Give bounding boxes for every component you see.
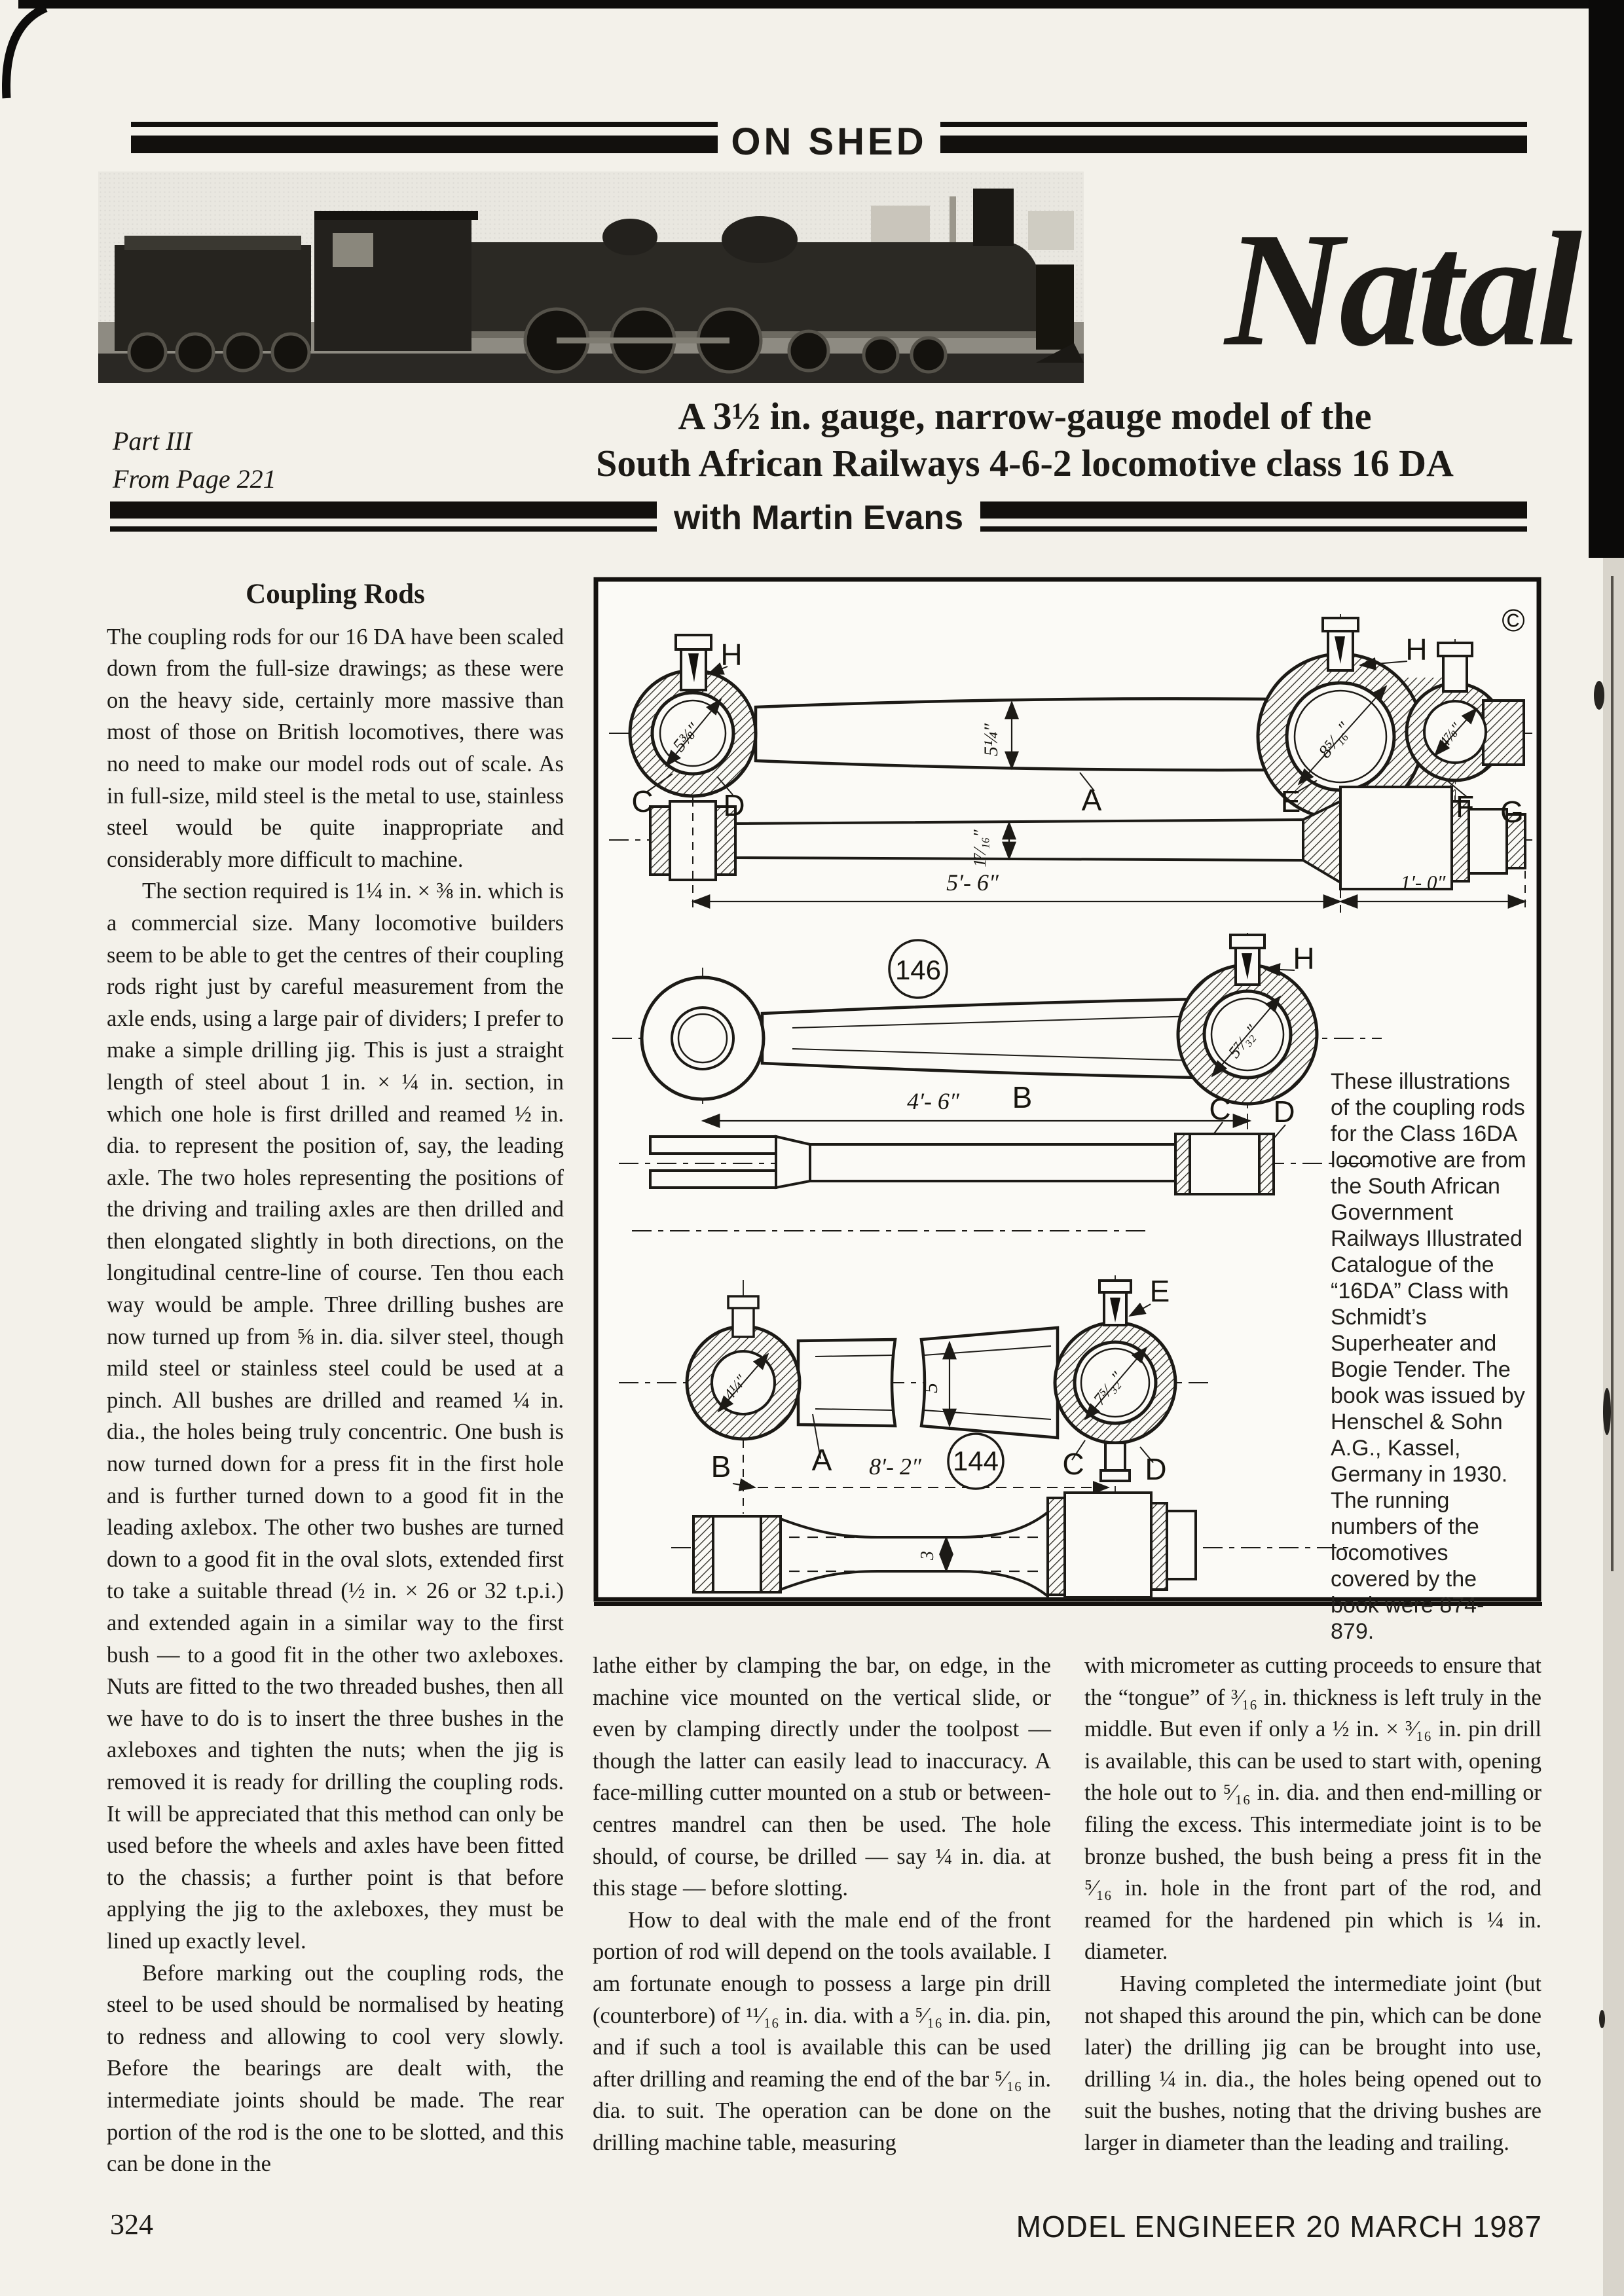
scan-blemish — [1603, 1388, 1611, 1435]
scan-edge-top — [18, 0, 1593, 9]
part-label: C — [1209, 1092, 1231, 1126]
article-subtitle — [511, 393, 1539, 487]
part-label: H — [1405, 632, 1428, 666]
bore-dimension: 5⁷⁄₃₂″ — [1224, 1021, 1262, 1062]
paragraph: Before marking out the coupling rods, the steel to be used should be normalised by heating to redness and allowing to cool very slowly. Before the bearings are dealt with, the intermediate joints should be made. The rear portion of the rod is the one to be slotted, and this can be done in the — [107, 1960, 564, 2177]
paragraph: lathe either by clamping the bar, on edge, in the machine vice mounted on the vertical slide, or even by clamping directly under the toolpost — though the latter can easily lead to inaccuracy. A face-milling cutter mounted on a stub or between-centres mandrel can then be used. The hole should, of course, be drilled — say ¼ in. dia. at this stage — before slotting. — [593, 1653, 1051, 1901]
byline-author: with Martin Evans — [673, 499, 964, 537]
section-title: ON SHED — [731, 120, 927, 163]
paragraph: Having completed the intermediate joint (but not shaped this around the pin, which can be done later) the drilling jig can be brought into use, drilling ¼ in. dia., the holes being opened out to suit the bushes, noting that the driving bushes are larger in diameter than the leading and trailing. — [1084, 1971, 1541, 2155]
part-label: C — [631, 784, 654, 818]
part-label: D — [1273, 1095, 1295, 1129]
bore-dimension: 4⅞″ — [1435, 720, 1466, 752]
magazine-footer: MODEL ENGINEER 20 MARCH 1987 — [1016, 2210, 1542, 2244]
byline-rule-right — [980, 501, 1527, 532]
dimension: 3 — [917, 1551, 938, 1560]
bore-dimension: 7⁵⁄₃₂″ — [1089, 1368, 1127, 1409]
dimension: 1⁷⁄₁₆″ — [970, 829, 989, 867]
part-label: A — [1081, 783, 1102, 817]
masthead-rule-left — [131, 122, 718, 153]
section-heading: Coupling Rods — [246, 579, 425, 610]
bore-dimension: 4¼″ — [720, 1372, 751, 1404]
scan-edge-right-bar — [1589, 0, 1624, 558]
dimension: 4′- 6″ — [907, 1088, 959, 1114]
kicker-part: Part III — [113, 426, 193, 456]
part-label: A — [811, 1443, 832, 1477]
kicker-from-page: From Page 221 — [113, 464, 276, 494]
part-label: C — [1062, 1447, 1084, 1481]
masthead-rule-right — [940, 122, 1527, 153]
part-label: E — [1149, 1274, 1170, 1308]
body-column-2 — [593, 1650, 1051, 2159]
figure-number: 144 — [952, 1446, 999, 1476]
dimension: 5¼″ — [980, 723, 1002, 756]
subtitle-line1: A 3½ in. gauge, narrow-gauge model of the — [678, 395, 1372, 437]
locomotive-photo — [98, 172, 1084, 383]
dimension: 5′- 6″ — [946, 869, 999, 896]
dimension: 1′- 0″ — [1400, 871, 1446, 894]
scan-corner-mark — [0, 0, 79, 105]
page-edge-line — [1611, 576, 1614, 1571]
subtitle-line2: South African Railways 4-6-2 locomotive class 16 DA — [596, 442, 1454, 484]
part-label: H — [720, 638, 743, 672]
page-number: 324 — [110, 2208, 153, 2240]
part-label: E — [1280, 784, 1301, 818]
body-column-3 — [1084, 1650, 1541, 2159]
dimension: 8′- 2″ — [869, 1453, 921, 1480]
part-label: H — [1293, 941, 1315, 975]
copyright-icon: © — [1502, 604, 1525, 638]
part-label: F — [1455, 790, 1475, 824]
part-label: D — [723, 788, 745, 822]
paragraph: with micrometer as cutting proceeds to ensure that the “tongue” of ³⁄₁₆ in. thickness is left truly in the middle. But even if only a ½ in. × ³⁄₁₆ in. pin drill is available, this can be used to start with, opening the hole out to ⁵⁄₁₆ in. dia. and then end-milling or filing the excess. This intermediate joint is to be bronze bushed, the bush being a press fit in the ⁵⁄₁₆ in. hole in the front part of the rod, and reamed for the hardened pin which is ¼ in. diameter. — [1084, 1653, 1541, 1965]
part-label: B — [710, 1449, 731, 1484]
part-label: D — [1145, 1452, 1167, 1486]
paragraph: How to deal with the male end of the front portion of rod will depend on the tools available. I am fortunate enough to possess a large pin drill (counterbore) of ¹¹⁄₁₆ in. dia. with a ⁵⁄₁₆ in. dia. pin, and if such a tool is available this can be used after drilling and reaming the end of the bar ⁵⁄₁₆ in. dia. to suit. The operation can be done on the drilling machine table, measuring — [593, 1907, 1051, 2155]
scan-blemish — [1594, 681, 1604, 710]
scan-blemish — [1599, 2010, 1605, 2028]
byline-row — [110, 496, 1527, 537]
paragraph: The coupling rods for our 16 DA have been scaled down from the full-size drawings; as these were on the heavy side, certainly more massive than most of those on British locomotives, there was no need to make our model rods out of scale. As in full-size, mild steel is the metal to use, stainless steel would be quite inappropriate and considerably more difficult to machine. — [107, 624, 564, 872]
part-label: B — [1012, 1080, 1033, 1114]
article-title: Natal — [1225, 199, 1578, 380]
locomotive-photo-illustration — [98, 172, 1084, 383]
dimension: 5 — [918, 1383, 942, 1393]
bore-dimension: 8⁵⁄₁₆″ — [1314, 718, 1355, 762]
part-label: G — [1500, 795, 1524, 829]
figure-number: 146 — [895, 955, 942, 985]
paragraph: The section required is 1¼ in. × ⅜ in. which is a commercial size. Many locomotive builders seem to be able to get the centres of their coupling rods right just by careful measurement from the axle ends, using a large pair of dividers; I prefer to make a simple drilling jig. This is just a straight length of steel about 1 in. × ¼ in. section, in which one hole is first drilled and reamed ½ in. dia. to represent the position of, say, the leading axle. The two holes representing the positions of the driving and trailing axles are then drilled and then elongated slightly in both directions, on the longitudinal centre-line of course. Ten thou each way would be ample. Three drilling bushes are now turned up from ⅝ in. dia. silver steel, though mild steel or stainless steel could be used at a pinch. All bushes are drilled and reamed ¼ in. dia., the holes being truly concentric. One bush is now turned down for a press fit in the first hole and is further turned down to a good fit in the leading axlebox. The other two bushes are turned down to a good fit in the oval slots, extended first to take a suitable thread (½ in. × 26 or 32 t.p.i.) and extended again in a similar way to the first bush — to a good fit in the other two axleboxes. Nuts are fitted to the two threaded bushes, then all we have to do is to insert the three bushes in the axleboxes and tighten the nuts; when the jig is removed it is ready for drilling the coupling rods. It will be appreciated that this method can only be used before the wheels and axles have been fitted to the chassis; a further point is that before applying the jig to the axleboxes, they must be lined up exactly level. — [107, 879, 564, 1954]
body-column-1 — [107, 579, 564, 2180]
byline-rule-left — [110, 501, 657, 532]
masthead — [131, 118, 1527, 163]
figure-caption: These illustrations of the coupling rods for the Class 16DA locomotive are from the South African Government Railways Illustrated Catalogue of the “16DA” Class with Schmidt’s Superheater and Bogie Tender. The book was issued by Henschel & Sohn A.G., Kassel, Germany in 1930. The running numbers of the locomotives covered by the book were 874-879. — [1331, 1069, 1526, 1644]
bore-dimension: 5⅜″ — [669, 719, 705, 756]
article-kicker — [113, 422, 276, 498]
